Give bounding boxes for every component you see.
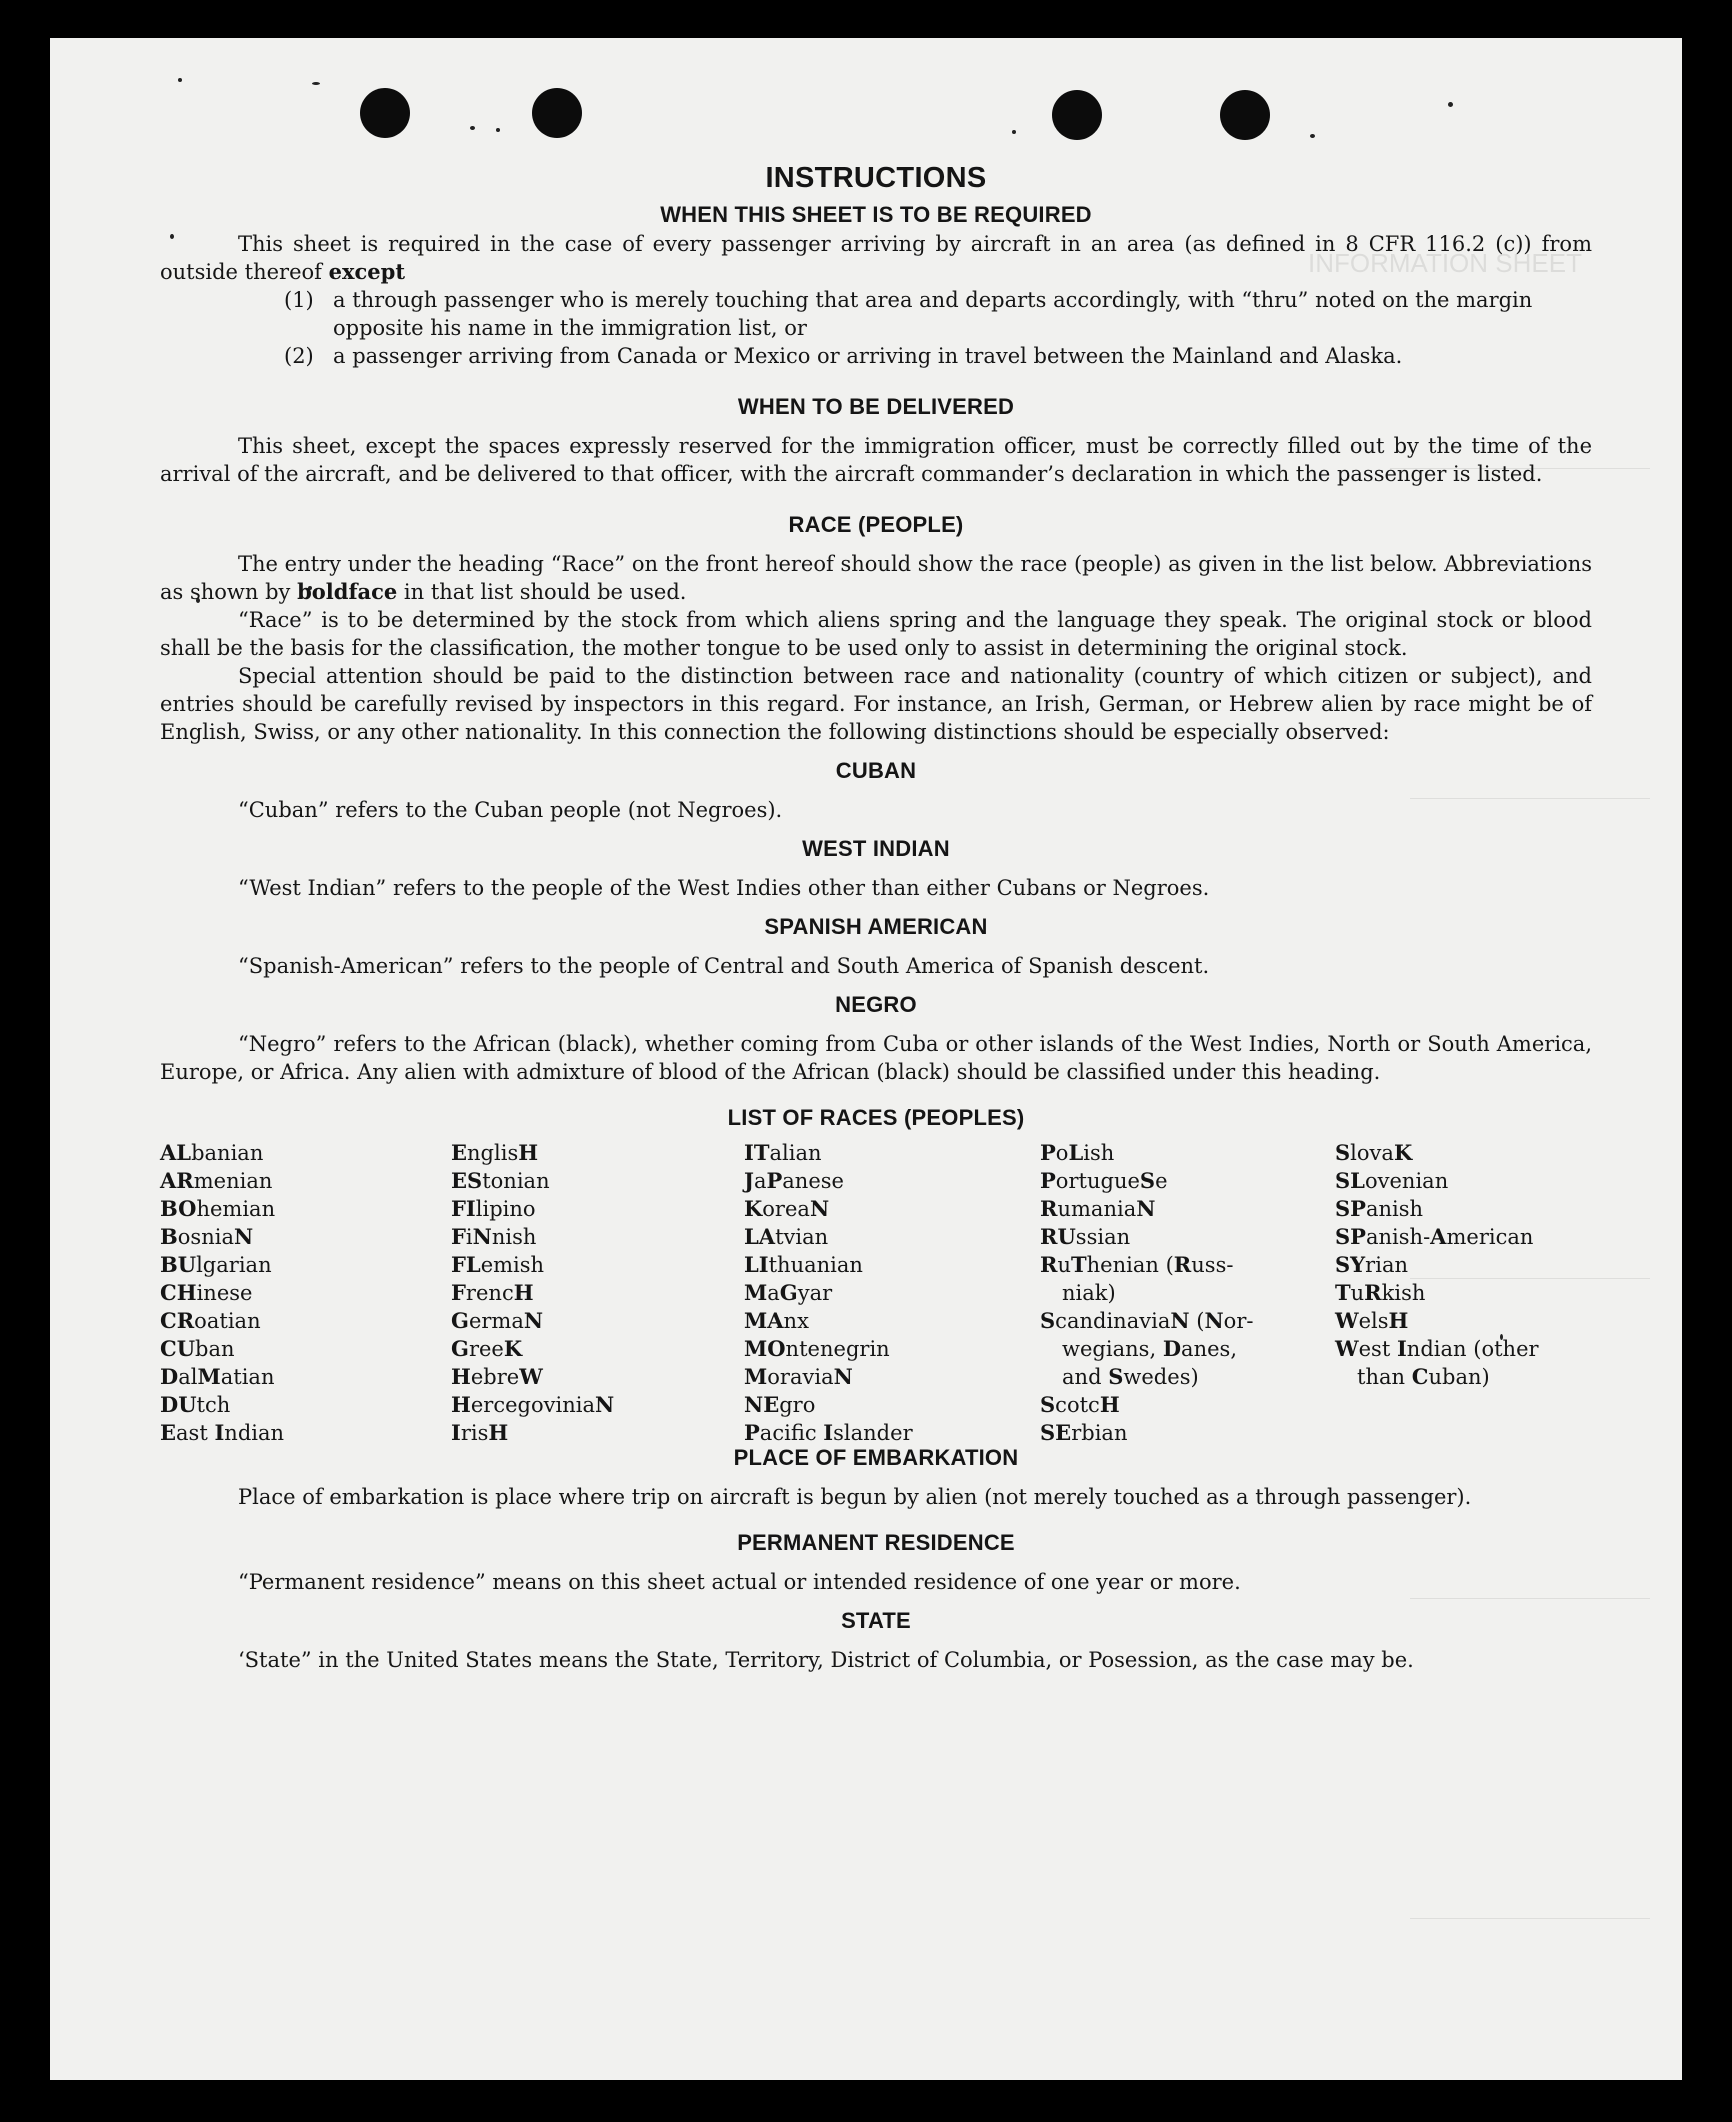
- race-column: [744, 1139, 913, 1447]
- race-entry: GermaN: [451, 1308, 544, 1333]
- race-entry: East Indian: [160, 1420, 285, 1445]
- races-list: [160, 1133, 1592, 1443]
- heading-negro: NEGRO: [835, 992, 917, 1017]
- west-indian-text: “West Indian” refers to the people of the West Indies other than either Cubans or Negroes.: [238, 876, 1210, 900]
- punch-hole-4: [1220, 90, 1270, 140]
- punch-hole-1: [360, 88, 410, 138]
- state-text: ‘State” in the United States means the State, Territory, District of Columbia, or Posession, as the case may be.: [238, 1648, 1414, 1672]
- speck: [178, 78, 182, 82]
- embarkation-text: Place of embarkation is place where trip on aircraft is begun by alien (not merely touched as a through passenger).: [238, 1485, 1472, 1509]
- exception-text: a passenger arriving from Canada or Mexico or arriving in travel between the Mainland and Alaska.: [333, 344, 1403, 368]
- race-entry: PoLish: [1040, 1140, 1115, 1165]
- race-entry: DalMatian: [160, 1364, 275, 1389]
- document-page: [50, 38, 1682, 2080]
- heading-west-indian: WEST INDIAN: [802, 836, 950, 861]
- heading-list-of-races: LIST OF RACES (PEOPLES): [727, 1105, 1025, 1130]
- race-entry: West Indian (other: [1335, 1336, 1539, 1361]
- intro-text: This sheet is required in the case of every passenger arriving by aircraft in an area (as defined in 8 CFR 116.2 (c)) from outside thereof: [160, 232, 1592, 284]
- speck: [470, 126, 475, 130]
- intro-bold-word: except: [328, 259, 406, 284]
- race-column: [451, 1139, 614, 1447]
- heading-when-delivered: WHEN TO BE DELIVERED: [737, 394, 1015, 419]
- race-entry: EnglisH: [451, 1140, 539, 1165]
- speck: [1012, 130, 1016, 134]
- cuban-text: “Cuban” refers to the Cuban people (not Negroes).: [238, 798, 783, 822]
- race-entry: SLovenian: [1335, 1168, 1449, 1193]
- bleed-through-rule: [1410, 1918, 1650, 1919]
- heading-state: STATE: [841, 1608, 911, 1633]
- heading-when-required: WHEN THIS SHEET IS TO BE REQUIRED: [660, 202, 1092, 227]
- race-entry: RumaniaN: [1040, 1196, 1156, 1221]
- race-entry: ARmenian: [160, 1168, 273, 1193]
- race-entry: SYrian: [1335, 1252, 1408, 1277]
- race-column: [1335, 1139, 1539, 1391]
- race-entry: CRoatian: [160, 1308, 261, 1333]
- when-delivered-text: This sheet, except the spaces expressly reserved for the immigration officer, must be correctly filled out by the time of the arrival of the aircraft, and be delivered to that officer, with the aircraft commander’s declaration in which the passenger is listed.: [160, 434, 1592, 486]
- race-entry: SlovaK: [1335, 1140, 1413, 1165]
- race-entry: FLemish: [451, 1252, 545, 1277]
- race-entry: than Cuban): [1357, 1364, 1490, 1389]
- race-paragraph-2: “Race” is to be determined by the stock from which aliens spring and the language they speak. The original stock or blood shall be the basis for the classification, the mother tongue to be used only to assist in determining the original stock.: [160, 608, 1592, 660]
- residence-text: “Permanent residence” means on this sheet actual or intended residence of one year or more.: [238, 1570, 1241, 1594]
- race-entry: MAnx: [744, 1308, 809, 1333]
- race-entry: KoreaN: [744, 1196, 830, 1221]
- race-entry: SPanish-American: [1335, 1224, 1534, 1249]
- race-p1-text-end: in that list should be used.: [403, 580, 687, 604]
- race-entry: JaPanese: [744, 1168, 844, 1193]
- exception-item: [160, 342, 1592, 370]
- heading-residence: PERMANENT RESIDENCE: [737, 1530, 1015, 1555]
- race-entry: MOntenegrin: [744, 1336, 890, 1361]
- heading-embarkation: PLACE OF EMBARKATION: [733, 1445, 1019, 1470]
- race-entry: niak): [1062, 1281, 1116, 1305]
- race-entry: SErbian: [1040, 1420, 1128, 1445]
- race-entry: ScandinaviaN (Nor-: [1040, 1308, 1254, 1333]
- exception-number: (2): [284, 344, 314, 368]
- race-entry: FrencH: [451, 1280, 534, 1305]
- speck: [312, 82, 320, 85]
- race-entry: NEgro: [744, 1392, 816, 1417]
- race-entry: CUban: [160, 1336, 235, 1361]
- heading-cuban: CUBAN: [835, 758, 917, 783]
- bleed-through-text: INFORMATION SHEET: [1308, 248, 1582, 278]
- race-entry: BUlgarian: [160, 1252, 272, 1277]
- speck: [1310, 134, 1315, 138]
- speck: [496, 128, 500, 132]
- punch-hole-2: [532, 88, 582, 138]
- race-entry: MaGyar: [744, 1280, 833, 1305]
- race-entry: EStonian: [451, 1168, 550, 1193]
- speck: [1448, 102, 1453, 107]
- race-p1-text: The entry under the heading “Race” on the front hereof should show the race (people) as given in the list below. Abbreviations as shown by: [160, 552, 1592, 604]
- race-p1-bold: boldface: [297, 579, 398, 604]
- race-entry: PortugueSe: [1040, 1168, 1168, 1193]
- race-entry: FIlipino: [451, 1196, 536, 1221]
- race-column: [1040, 1139, 1253, 1447]
- race-entry: BOhemian: [160, 1196, 276, 1221]
- race-entry: ITalian: [744, 1140, 822, 1165]
- race-entry: IrisH: [451, 1420, 509, 1445]
- race-entry: FiNnish: [451, 1224, 537, 1249]
- race-entry: WelsH: [1335, 1308, 1409, 1333]
- exception-text: a through passenger who is merely touching that area and departs accordingly, with “thru” noted on the margin opposite his name in the immigration list, or: [333, 288, 1533, 340]
- punch-hole-3: [1052, 90, 1102, 140]
- race-entry: BosniaN: [160, 1224, 254, 1249]
- race-entry: HebreW: [451, 1364, 543, 1389]
- page-title: INSTRUCTIONS: [765, 162, 987, 194]
- instructions-content: [160, 156, 1592, 1674]
- exception-number: (1): [284, 288, 314, 312]
- race-entry: HercegoviniaN: [451, 1392, 615, 1417]
- race-entry: RUssian: [1040, 1224, 1131, 1249]
- spanish-american-text: “Spanish-American” refers to the people of Central and South America of Spanish descent.: [238, 954, 1210, 978]
- race-entry: ScotcH: [1040, 1392, 1120, 1417]
- race-entry: CHinese: [160, 1280, 253, 1305]
- when-required-intro: [160, 230, 1592, 286]
- race-entry: and Swedes): [1062, 1364, 1199, 1389]
- race-entry: LAtvian: [744, 1224, 829, 1249]
- race-entry: DUtch: [160, 1392, 231, 1417]
- negro-text: “Negro” refers to the African (black), whether coming from Cuba or other islands of the West Indies, North or South America, Europe, or Africa. Any alien with admixture of blood of the African (black) should be classified under this heading.: [160, 1032, 1592, 1084]
- race-entry: SPanish: [1335, 1196, 1424, 1221]
- race-entry: wegians, Danes,: [1062, 1336, 1237, 1361]
- race-entry: ALbanian: [160, 1140, 264, 1165]
- race-entry: LIthuanian: [744, 1252, 863, 1277]
- race-entry: TuRkish: [1335, 1280, 1426, 1305]
- race-paragraph-3: Special attention should be paid to the distinction between race and nationality (country of which citizen or subject), and entries should be carefully revised by inspectors in this regard. For instance, an Irish, German, or Hebrew alien by race might be of English, Swiss, or any other nationality. In this connection the following distinctions should be especially observed:: [160, 664, 1592, 744]
- race-paragraph-1: [160, 550, 1592, 606]
- race-entry: MoraviaN: [744, 1364, 853, 1389]
- heading-spanish-american: SPANISH AMERICAN: [764, 914, 988, 939]
- race-entry: Pacifc Islander: [744, 1420, 913, 1445]
- heading-race: RACE (PEOPLE): [788, 512, 964, 537]
- race-entry: RuThenian (Russ-: [1040, 1252, 1234, 1277]
- race-column: [160, 1139, 284, 1447]
- exception-item: [160, 286, 1592, 342]
- race-entry: GreeK: [451, 1336, 523, 1361]
